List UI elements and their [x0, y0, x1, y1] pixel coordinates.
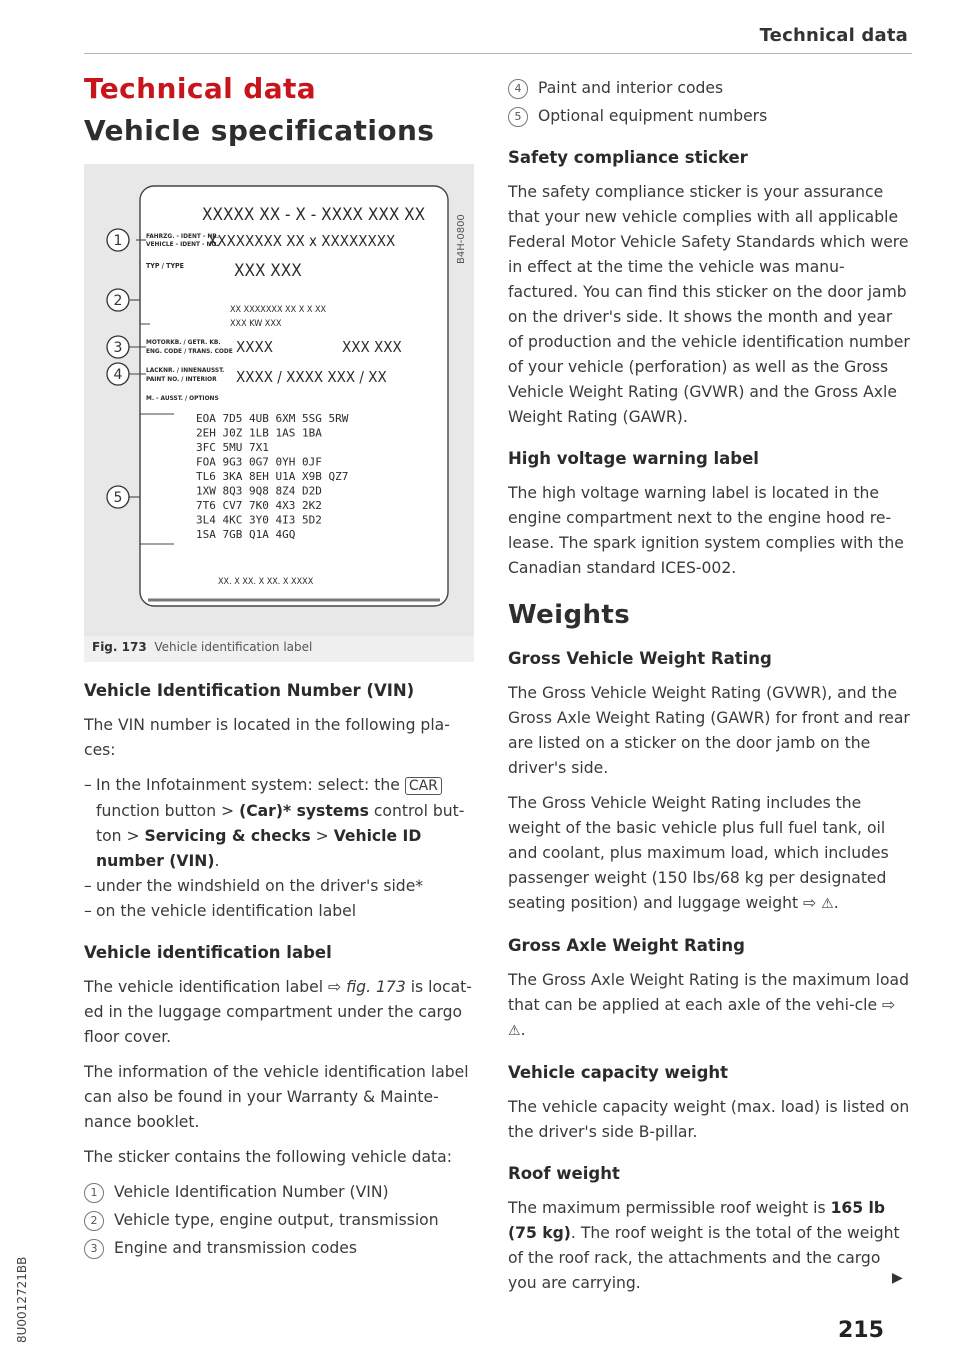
vin-heading: Vehicle Identification Number (VIN): [84, 681, 415, 700]
label-callouts: [107, 229, 129, 508]
label-spec-line-2: XXX KW XXX: [230, 319, 282, 329]
label-fahrzg-1: FAHRZG. - IDENT - NR.: [146, 232, 220, 240]
svg-text:2: 2: [113, 293, 123, 309]
label-option-row: TL6 3KA 8EH U1A X9B QZ7: [196, 470, 349, 483]
label-options: M. - AUSST. / OPTIONS: [146, 394, 219, 402]
data-item-4: 4 Paint and interior codes: [508, 76, 912, 101]
vil-paragraph-1: The vehicle identification label ⇨ fig. 173 is locat-ed in the luggage compartment under the cargo floor cover.: [84, 978, 472, 1046]
label-option-row: 1SA 7GB Q1A 4GQ: [196, 528, 296, 541]
callout-1: [107, 229, 129, 251]
continue-arrow-icon: ▶: [892, 1270, 903, 1286]
vin-location-infotainment: – In the Infotainment system: select: the CAR function button > (Car)* systems control but-ton > Servicing & checks > Vehicle ID number (VIN).: [84, 776, 465, 870]
figure-caption-label: Fig. 173: [92, 640, 147, 654]
vehicle-label-illustration: [84, 164, 474, 636]
roof-text: The maximum permissible roof weight is 165 lb (75 kg). The roof weight is the total of the weight of the roof rack, the attachments and the cargo you are carrying.: [508, 1199, 900, 1292]
vcw-text: The vehicle capacity weight (max. load) is listed on the driver's side B-pillar.: [508, 1098, 910, 1141]
figure-link[interactable]: fig. 173: [346, 978, 406, 996]
data-item-5: 5 Optional equipment numbers: [508, 104, 912, 129]
left-column: [84, 678, 476, 1264]
svg-text:4: 4: [113, 367, 123, 383]
vil-heading: Vehicle identification label: [84, 943, 332, 962]
section-title: Vehicle specifications: [84, 114, 435, 147]
label-lack-1: LACKNR. / INNENAUSST.: [146, 366, 225, 374]
figure-code: B4H-0800: [456, 214, 467, 264]
figure-caption-text: Vehicle identification label: [154, 640, 313, 654]
label-motor-value-right: XXX XXX: [342, 338, 402, 356]
warning-icon[interactable]: ⚠: [508, 1023, 521, 1039]
label-typ-value: XXX XXX: [234, 261, 302, 281]
data-item-1: 1 Vehicle Identification Number (VIN): [84, 1180, 476, 1205]
vin-location-windshield: – under the windshield on the driver's side*: [84, 877, 424, 895]
label-option-row: FOA 9G3 0G7 0YH 0JF: [196, 455, 322, 469]
label-typ: TYP / TYPE: [146, 262, 184, 270]
page-number: 215: [838, 1318, 884, 1343]
safety-text: The safety compliance sticker is your assurance that your new vehicle complies with all applicable Federal Motor Vehicle Safety Standards which were in effect at the time the vehicle was manu-factured. You can find this sticker on the door jamb on the driver's side. It shows the month and year of production and the vehicle identification number of your vehicle (perforation) as well as the Gross Vehicle Weight Rating (GVWR) and the Gross Axle Weight Rating (GAWR).: [508, 183, 910, 426]
label-fahrzg-2: VEHICLE - IDENT - NO.: [146, 240, 219, 248]
label-option-row: 7T6 CV7 7K0 4X3 2K2: [196, 499, 322, 512]
gawr-heading: Gross Axle Weight Rating: [508, 936, 745, 955]
vcw-heading: Vehicle capacity weight: [508, 1063, 729, 1082]
side-document-code: [10, 1195, 34, 1345]
right-column-bottom: [508, 646, 912, 1306]
roof-heading: Roof weight: [508, 1164, 620, 1183]
label-vin-line: XXXXXXXX XX x XXXXXXXX: [208, 232, 396, 250]
callout-3: [107, 336, 129, 358]
label-option-row: 3L4 4KC 3Y0 4I3 5D2: [196, 513, 322, 527]
vil-paragraph-3: The sticker contains the following vehicle data:: [84, 1148, 452, 1166]
svg-text:1: 1: [113, 233, 123, 249]
vin-location-label: – on the vehicle identification label: [84, 902, 357, 920]
label-motor-1: MOTORKB. / GETR. KB.: [146, 338, 221, 346]
label-spec-line-1: XX XXXXXXX XX X X XX: [230, 305, 327, 315]
data-item-2: 2 Vehicle type, engine output, transmission: [84, 1208, 476, 1233]
car-key: CAR: [405, 777, 442, 795]
vil-paragraph-2: The information of the vehicle identification label can also be found in your Warranty & Mainte-nance booklet.: [84, 1063, 469, 1131]
label-motor-2: ENG. CODE / TRANS. CODE: [146, 347, 233, 355]
label-option-row: 1XW 8Q3 9Q8 8Z4 D2D: [196, 484, 322, 498]
callout-5: [107, 486, 129, 508]
label-option-row: 2EH J0Z 1LB 1AS 1BA: [196, 426, 322, 440]
svg-text:3: 3: [113, 340, 123, 356]
data-item-3: 3 Engine and transmission codes: [84, 1236, 476, 1261]
label-top-line: XXXXX XX - X - XXXX XXX XX: [202, 205, 426, 225]
vin-location-list: [84, 773, 476, 924]
svg-text:8U0012721BB: 8U0012721BB: [15, 1256, 29, 1343]
chapter-title: Technical data: [84, 72, 317, 105]
hv-heading: High voltage warning label: [508, 449, 759, 468]
label-lack-2: PAINT NO. / INTERIOR: [146, 375, 217, 383]
label-option-row: EOA 7D5 4UB 6XM 5SG 5RW: [196, 412, 349, 425]
label-motor-value-left: XXXX: [236, 338, 273, 356]
weights-heading: Weights: [508, 600, 631, 630]
callout-2: [107, 289, 129, 311]
callout-4: [107, 363, 129, 385]
figure-vehicle-label: [84, 164, 474, 636]
gawr-text: The Gross Axle Weight Rating is the maximum load that can be applied at each axle of the vehi-cle ⇨ ⚠.: [508, 971, 909, 1039]
safety-heading: Safety compliance sticker: [508, 148, 748, 167]
warning-icon[interactable]: ⚠: [821, 896, 834, 912]
figure-caption: [92, 640, 312, 654]
label-bottom-line: XX. X XX. X XX. X XXXX: [218, 577, 314, 587]
gvwr-paragraph-2: The Gross Vehicle Weight Rating includes the weight of the basic vehicle plus full fuel tank, oil and coolant, plus maximum load, which includes passenger weight (150 lbs/68 kg per designated seating position) and luggage weight ⇨ ⚠.: [508, 794, 889, 912]
label-option-row: 3FC 5MU 7X1: [196, 441, 269, 454]
label-lack-value: XXXX / XXXX XXX / XX: [236, 368, 387, 386]
hv-text: The high voltage warning label is located in the engine compartment next to the engine hood re-lease. The spark ignition system complies with the Canadian standard ICES-002.: [508, 484, 904, 577]
vin-intro: The VIN number is located in the following pla-ces:: [84, 716, 450, 759]
gvwr-paragraph-1: The Gross Vehicle Weight Rating (GVWR), and the Gross Axle Weight Rating (GAWR) for front and rear are listed on a sticker on the door jamb on the driver's side.: [508, 684, 910, 777]
running-head: Technical data: [759, 25, 908, 46]
header-rule: [84, 53, 912, 54]
svg-text:5: 5: [113, 490, 123, 506]
right-column-top: [508, 76, 912, 591]
gvwr-heading: Gross Vehicle Weight Rating: [508, 649, 772, 668]
